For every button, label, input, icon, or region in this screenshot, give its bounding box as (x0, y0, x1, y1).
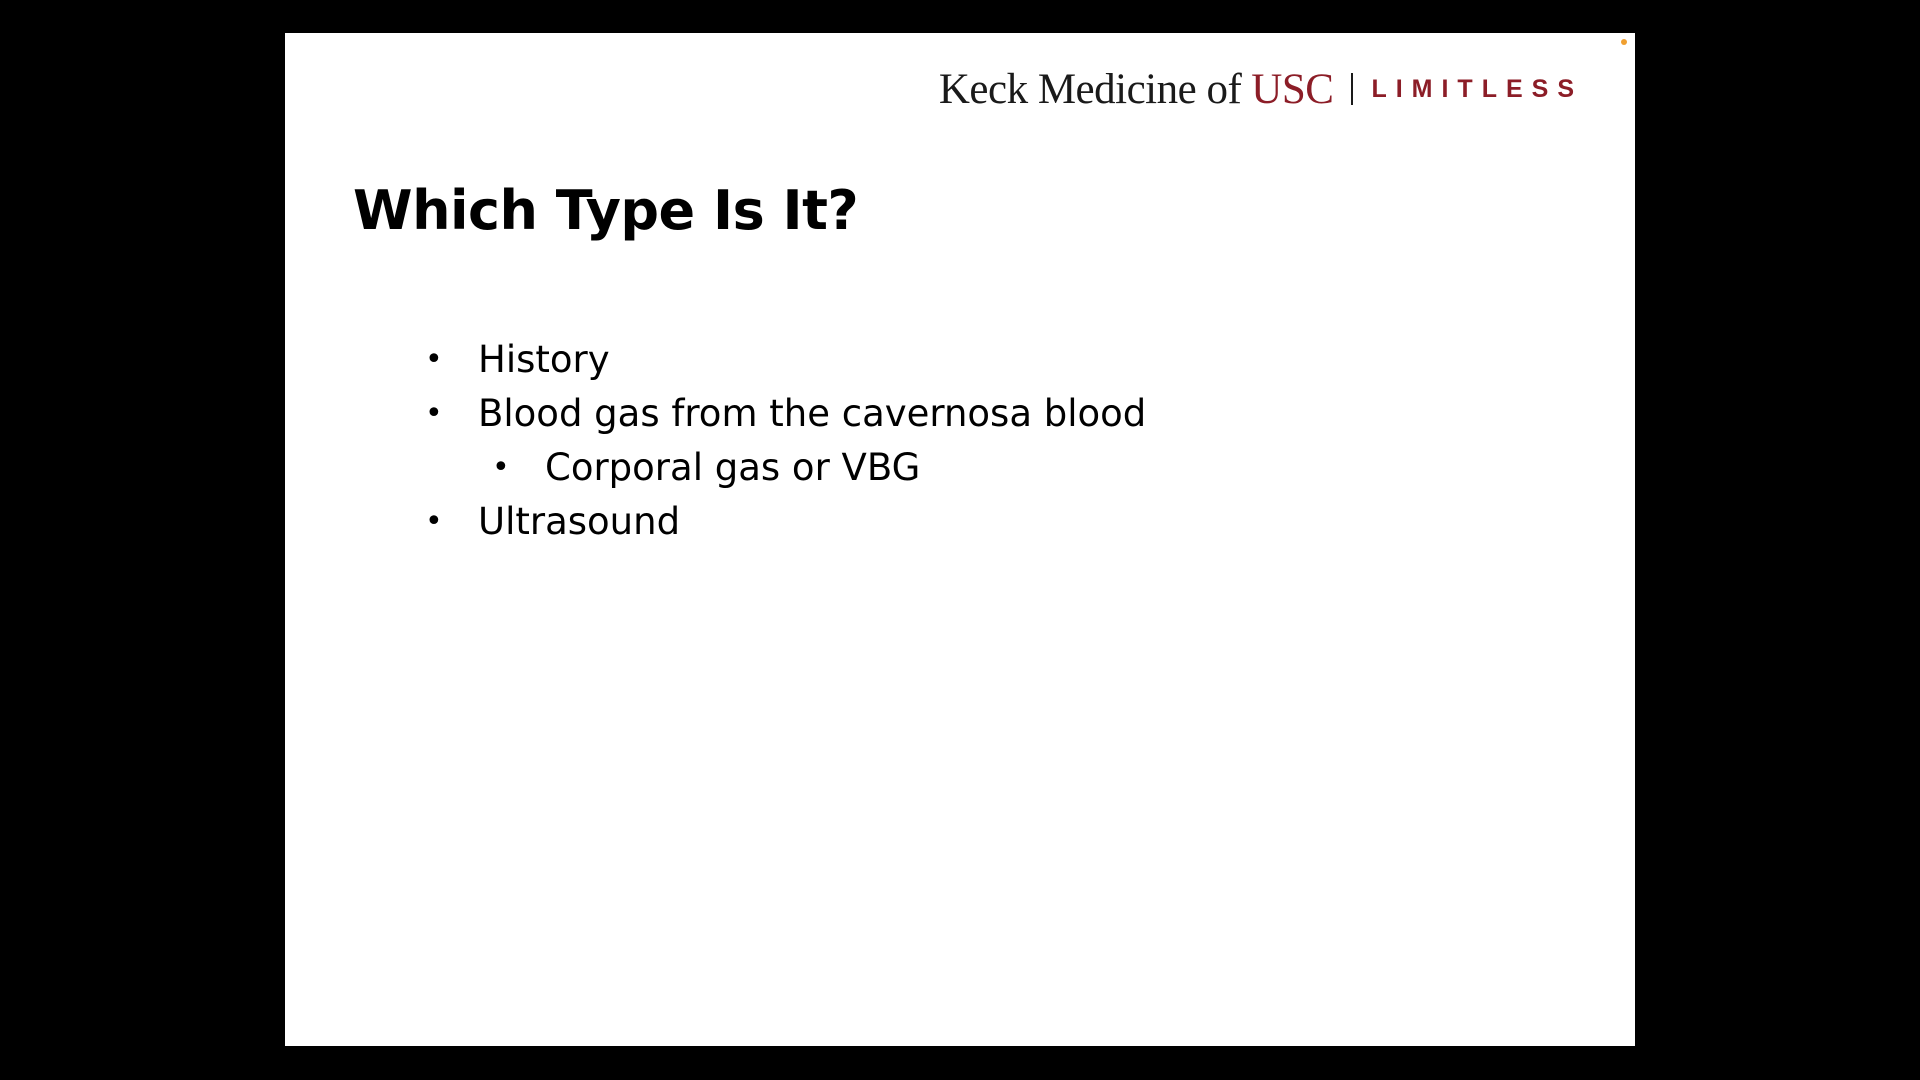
bullet-item (425, 333, 1146, 387)
logo-divider (1351, 73, 1353, 105)
logo-brand-text: Keck Medicine of (938, 65, 1242, 113)
bullet-dot-icon: • (425, 342, 443, 377)
bullet-text: Ultrasound (478, 500, 681, 543)
keck-medicine-logo (939, 61, 1583, 117)
bullet-text: Corporal gas or VBG (545, 446, 921, 489)
logo-usc-text: USC (1251, 65, 1334, 113)
bullet-dot-icon: • (425, 504, 443, 539)
corner-indicator-dot (1621, 39, 1627, 45)
bullet-text: Blood gas from the cavernosa blood (478, 392, 1147, 435)
slide-title: Which Type Is It? (353, 179, 859, 242)
logo-tagline: LIMITLESS (1371, 74, 1583, 103)
bullet-list (425, 333, 1146, 549)
slide (285, 33, 1635, 1046)
bullet-item (425, 495, 1146, 549)
bullet-dot-icon: • (425, 396, 443, 431)
bullet-item (425, 387, 1146, 441)
sub-bullet-item (492, 441, 1146, 495)
bullet-dot-icon: • (492, 450, 510, 485)
bullet-text: History (478, 338, 610, 381)
